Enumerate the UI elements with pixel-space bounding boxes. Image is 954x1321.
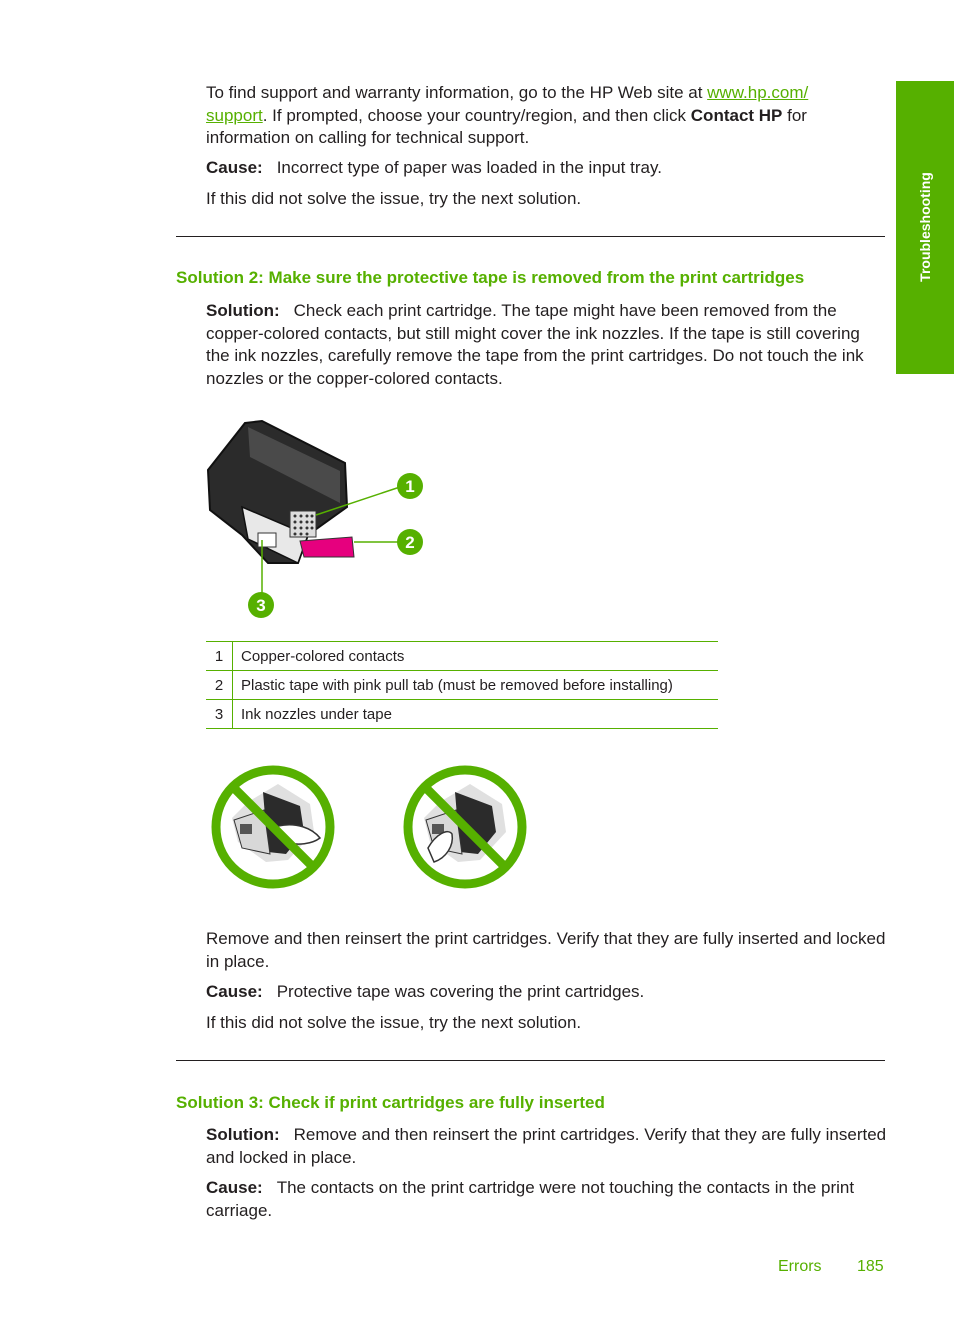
solution-label: Solution: xyxy=(206,301,280,320)
support-text: To find support and warranty information, go to the HP Web site at xyxy=(206,83,708,102)
cause-text: Protective tape was covering the print cartridges. xyxy=(276,982,645,1001)
solution-text: Remove and then reinsert the print cartridges. Verify that they are fully inserted and locked in place. xyxy=(206,1125,887,1167)
solution-text: Check each print cartridge. The tape might have been removed from the copper-colored contacts, but still might cover the ink nozzles. If the tape is still covering the ink nozzles, carefully remove the tape from the print cartridges. Do not touch the ink nozzles or the copper-colored contacts. xyxy=(206,301,864,388)
cause-text: The contacts on the print cartridge were not touching the contacts in the print carriage. xyxy=(206,1178,855,1220)
hp-support-link[interactable]: www.hp.com/ support xyxy=(206,83,809,125)
divider xyxy=(176,1060,885,1061)
legend-row xyxy=(206,700,718,729)
footer-page-number: 185 xyxy=(857,1258,884,1275)
do-not-touch-nozzles-icon xyxy=(400,762,530,892)
legend-row xyxy=(206,671,718,700)
solution-2-heading: Solution 2: Make sure the protective tape is removed from the print cartridges xyxy=(176,268,805,287)
legend-text: Ink nozzles under tape xyxy=(233,700,719,729)
legend-number: 2 xyxy=(206,671,233,700)
cartridge-illustration xyxy=(200,415,440,625)
cause-label: Cause: xyxy=(206,158,263,177)
callout-3-label: 3 xyxy=(256,596,266,615)
solution-2-paragraph xyxy=(206,300,888,390)
legend-number: 1 xyxy=(206,642,233,671)
cause-label: Cause: xyxy=(206,1178,263,1197)
solution-3-paragraph xyxy=(206,1124,888,1169)
callout-2-label: 2 xyxy=(405,533,415,552)
divider xyxy=(176,236,885,237)
solution-3-heading: Solution 3: Check if print cartridges are fully inserted xyxy=(176,1093,605,1112)
support-text-3: for information on calling for technical support. xyxy=(206,105,807,147)
legend-row xyxy=(206,642,718,671)
legend-text: Copper-colored contacts xyxy=(233,642,719,671)
reinsert-paragraph: Remove and then reinsert the print cartridges. Verify that they are fully inserted and locked in place. xyxy=(206,929,886,971)
footer-section-name: Errors xyxy=(778,1258,822,1275)
next-solution-note-2: If this did not solve the issue, try the next solution. xyxy=(206,1013,582,1032)
callout-1-label: 1 xyxy=(405,477,415,496)
legend-text: Plastic tape with pink pull tab (must be removed before installing) xyxy=(233,671,719,700)
legend-number: 3 xyxy=(206,700,233,729)
section-tab xyxy=(896,81,954,374)
cause-paragraph-2 xyxy=(206,981,888,1004)
cause-paragraph-3 xyxy=(206,1177,888,1222)
support-paragraph xyxy=(206,82,888,150)
figure-legend-table xyxy=(206,641,718,729)
cause-label: Cause: xyxy=(206,982,263,1001)
contact-hp-text: Contact HP xyxy=(690,105,783,125)
cause-paragraph-1 xyxy=(206,157,888,180)
solution-label: Solution: xyxy=(206,1125,280,1144)
section-tab-label: Troubleshooting xyxy=(917,172,933,282)
next-solution-note-1: If this did not solve the issue, try the next solution. xyxy=(206,189,582,208)
do-not-touch-contacts-icon xyxy=(208,762,338,892)
cause-text: Incorrect type of paper was loaded in the input tray. xyxy=(276,158,662,177)
support-text-2: . If prompted, choose your country/region, and then click xyxy=(262,105,691,125)
